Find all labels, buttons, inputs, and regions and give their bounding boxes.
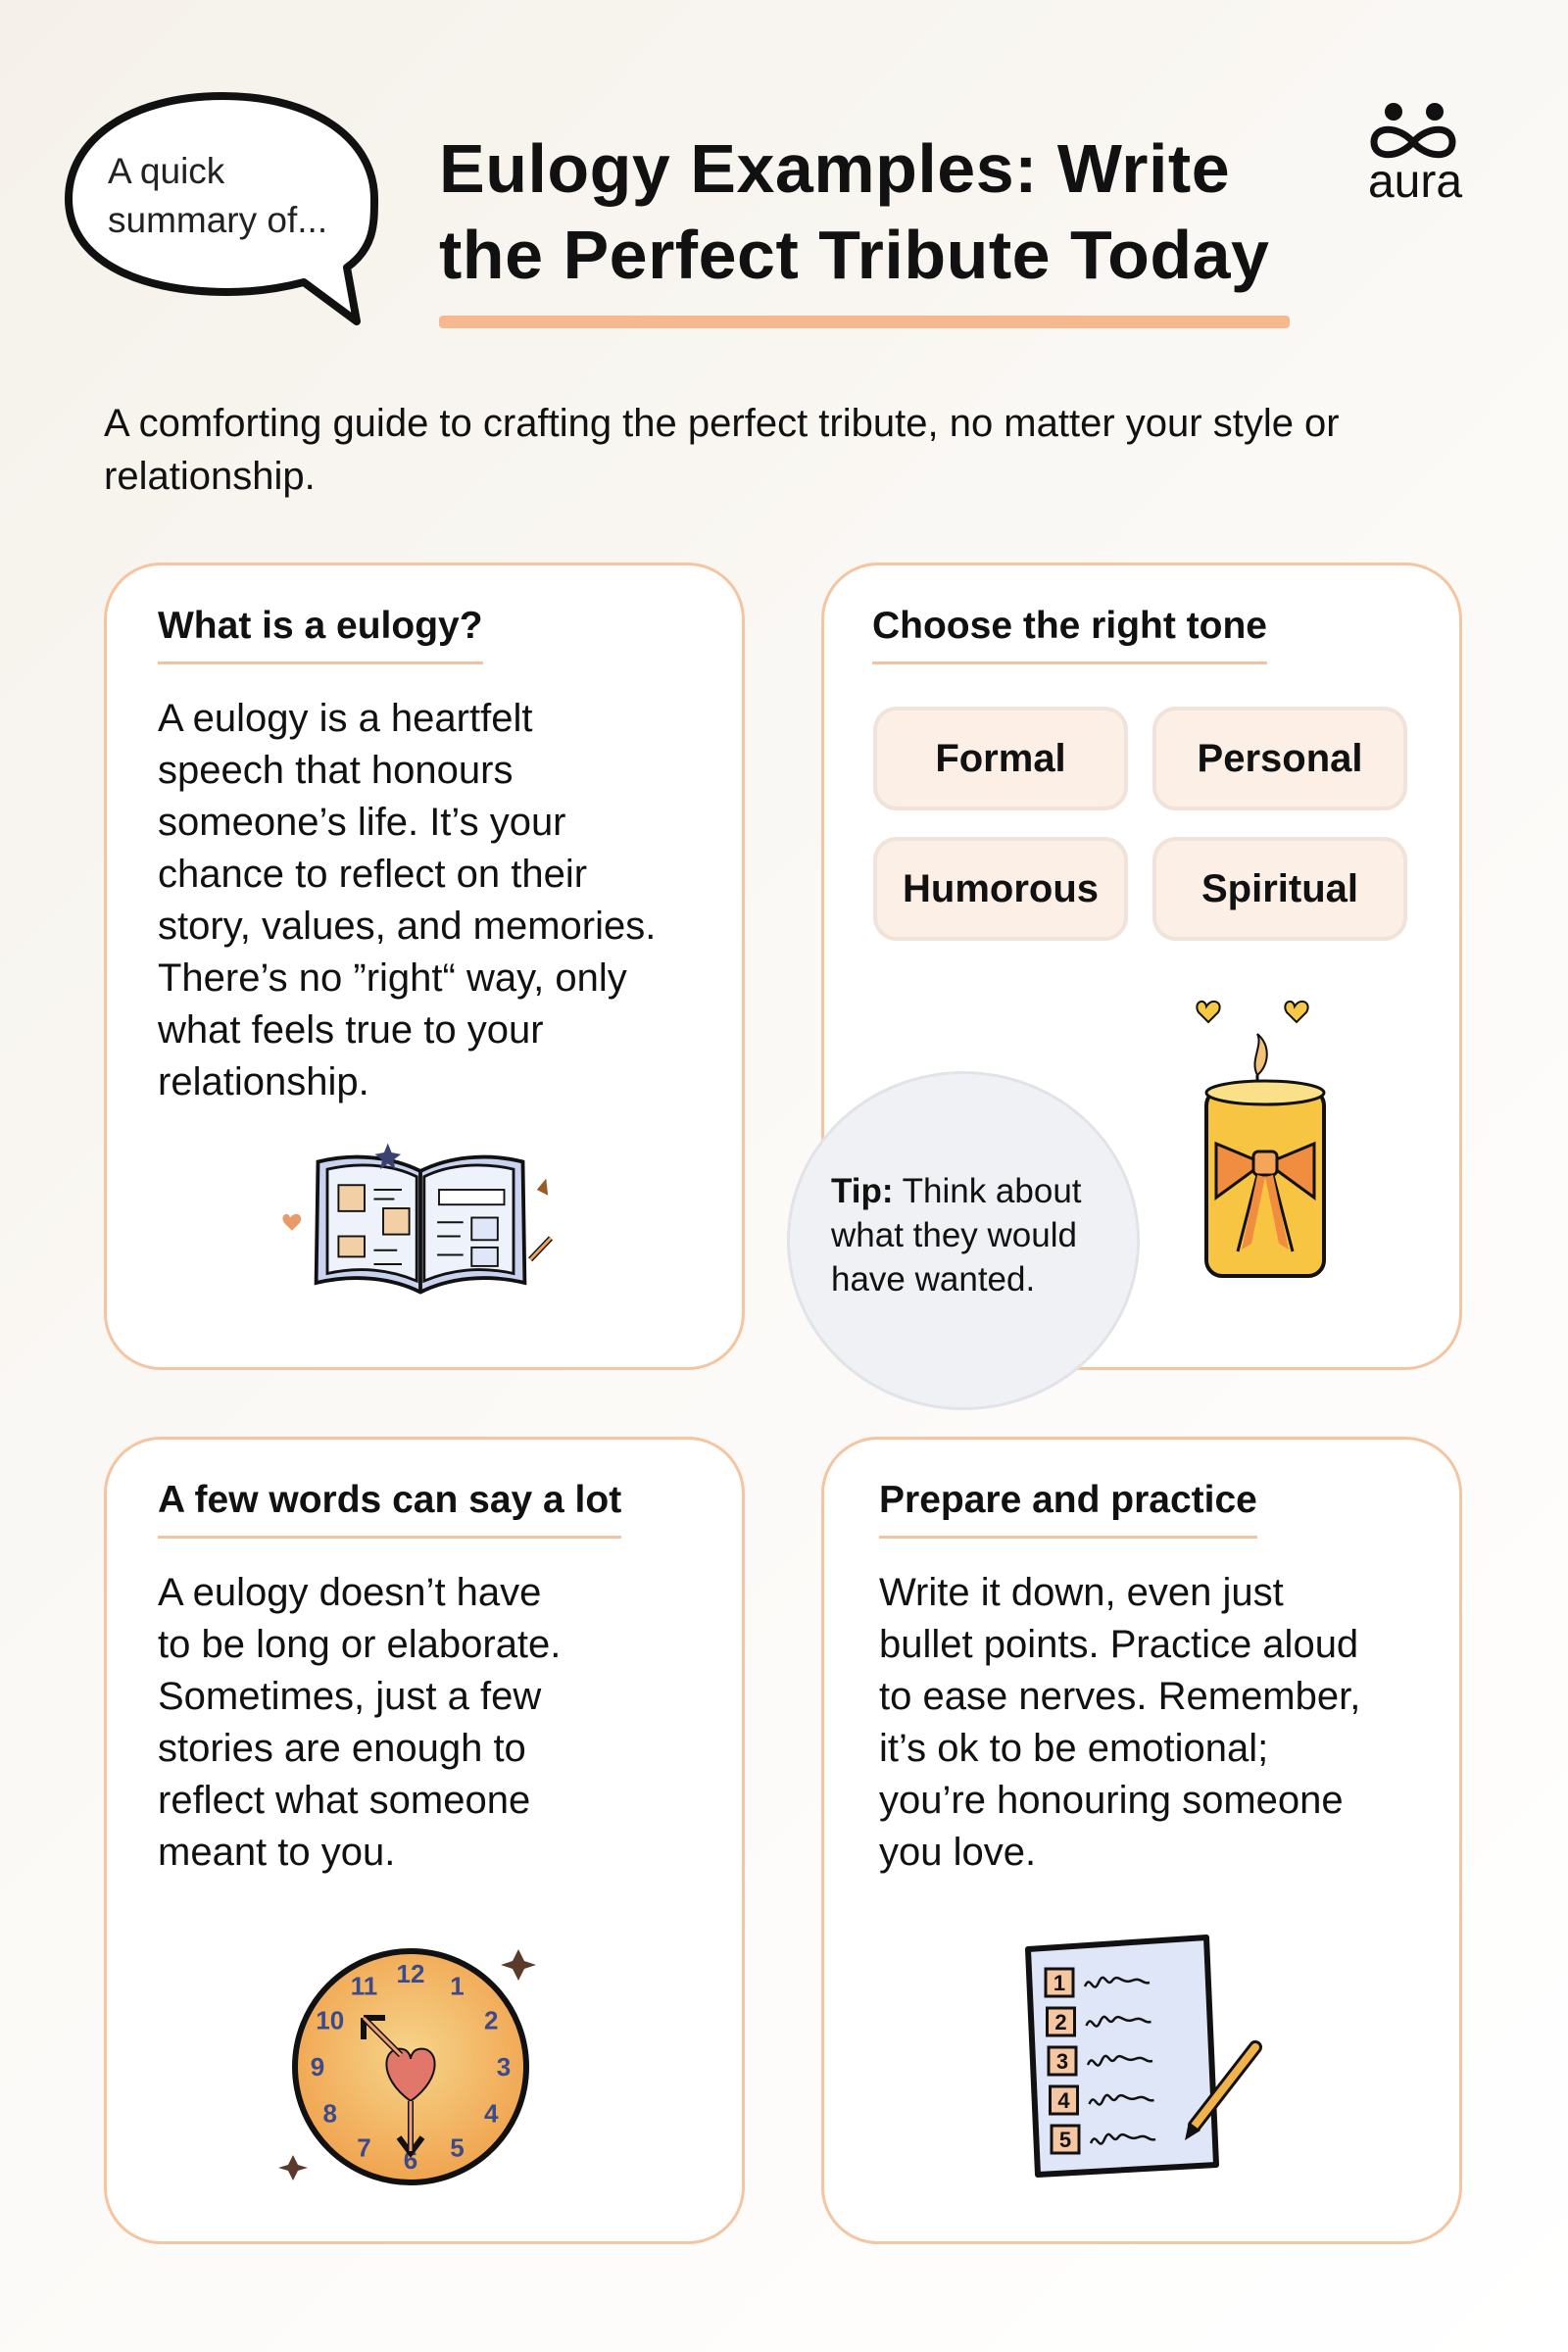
bubble-text: A quick summary of... <box>108 151 328 240</box>
list-number: 3 <box>1055 2049 1069 2074</box>
title-underline <box>439 316 1290 328</box>
candle-icon <box>1187 987 1383 1300</box>
clock-number: 11 <box>350 1971 378 2001</box>
card-body <box>158 693 726 1108</box>
body-line: relationship. <box>158 1060 369 1103</box>
tone-option-humorous[interactable]: Humorous <box>873 837 1128 941</box>
clock-number: 7 <box>357 2132 371 2163</box>
clock-number: 12 <box>396 1959 425 1988</box>
body-line: There’s no ”right“ way, only <box>158 956 627 1000</box>
intro-text: A comforting guide to crafting the perfect tribute, no matter your style or relationship. <box>104 402 1340 498</box>
body-line: Sometimes, just a few <box>158 1675 542 1718</box>
tone-option-formal[interactable]: Formal <box>873 707 1128 810</box>
body-line: A eulogy is a heartfelt <box>158 697 533 740</box>
body-line: stories are enough to <box>158 1727 526 1770</box>
title-line-2: the Perfect Tribute Today <box>439 217 1270 293</box>
clock-number: 1 <box>450 1971 465 2001</box>
card-few-words <box>104 1437 745 2244</box>
logo-text: aura <box>1367 156 1463 208</box>
body-line: to ease nerves. Remember, <box>879 1675 1361 1718</box>
clock-number: 2 <box>484 2005 499 2035</box>
list-number: 1 <box>1053 1971 1066 1995</box>
body-line: what feels true to your <box>158 1008 544 1052</box>
clock-number: 9 <box>310 2052 325 2082</box>
body-line: reflect what someone <box>158 1779 531 1822</box>
body-line: you love. <box>879 1831 1037 1874</box>
body-line: bullet points. Practice aloud <box>879 1623 1359 1666</box>
body-line: to be long or elaborate. <box>158 1623 562 1666</box>
card-what-is-eulogy <box>104 563 745 1370</box>
clock-number: 10 <box>316 2005 345 2035</box>
clock-number: 4 <box>484 2098 499 2129</box>
tip-label: Tip: <box>831 1172 894 1210</box>
clock-number: 8 <box>322 2098 337 2129</box>
body-line: chance to reflect on their <box>158 853 588 896</box>
tip-line: have wanted. <box>831 1260 1036 1298</box>
card-body <box>879 1567 1447 1879</box>
card-title: What is a eulogy? <box>158 605 483 664</box>
tone-option-personal[interactable]: Personal <box>1152 707 1407 810</box>
card-title: Prepare and practice <box>879 1479 1257 1539</box>
tip-line: what they would <box>831 1216 1077 1254</box>
tip-line: Think about <box>902 1172 1082 1210</box>
card-title: Choose the right tone <box>872 605 1267 664</box>
clock-number: 3 <box>496 2052 512 2082</box>
card-body <box>158 1567 726 1879</box>
list-number: 4 <box>1057 2088 1070 2113</box>
clock-number: 6 <box>403 2145 418 2175</box>
body-line: Write it down, even just <box>879 1571 1284 1614</box>
body-line: A eulogy doesn’t have <box>158 1571 542 1614</box>
body-line: story, values, and memories. <box>158 905 657 948</box>
tone-option-spiritual[interactable]: Spiritual <box>1152 837 1407 941</box>
clock-icon <box>273 1930 548 2204</box>
title-line-1: Eulogy Examples: Write <box>439 130 1231 207</box>
card-title: A few words can say a lot <box>158 1479 621 1539</box>
card-prepare-practice <box>821 1437 1462 2244</box>
page-title <box>439 125 1321 298</box>
body-line: someone’s life. It’s your <box>158 801 566 844</box>
open-book-icon <box>273 1134 567 1320</box>
body-line: you’re honouring someone <box>879 1779 1344 1822</box>
list-number: 2 <box>1054 2010 1067 2034</box>
list-number: 5 <box>1058 2128 1072 2152</box>
checklist-icon <box>1020 1930 1275 2184</box>
body-line: it’s ok to be emotional; <box>879 1727 1269 1770</box>
body-line: speech that honours <box>158 749 514 792</box>
body-line: meant to you. <box>158 1831 396 1874</box>
clock-number: 5 <box>450 2132 465 2163</box>
tip-text <box>831 1169 1125 1301</box>
